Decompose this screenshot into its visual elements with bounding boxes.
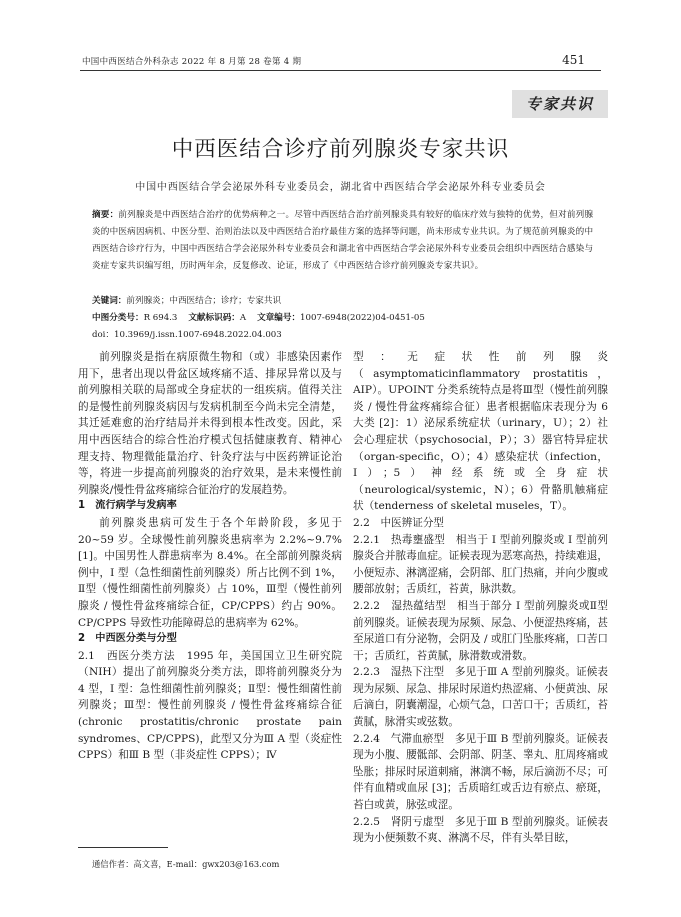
left-column xyxy=(78,349,342,764)
page-number: 451 xyxy=(562,53,585,67)
upoint-paragraph: 型：无症状性前列腺炎（asymptomaticinflammatory prostatitis，AIP）。UPOINT 分类系统特点是将Ⅲ型（慢性前列腺炎 / 慢性骨盆疼痛综合征）患者根据临床表现分为 6 大类 [2]：1）泌尿系统症状（urinary，U）；2）社会心理症状（psychosocial，P）；3）器官特异症状（organ-specific，O）；4）感染症状（infection，I）；5）神经系统或全身症状（neurological/systemic，N）；6）骨骼肌触痛症状（tenderness of skeletal museles，T）。 xyxy=(353,351,608,513)
tcm-type-2-2-2: 2.2.2 湿热蕴结型 相当于部分 I 型前列腺炎或Ⅱ型前列腺炎。证候表现为尿频、尿急、小便涩热疼痛，甚至尿道口有分泌物，会阴及 / 或肛门坠胀疼痛，口苦口干；舌质红，苔黄腻，脉滑数或滑数。 xyxy=(353,599,608,662)
article-number-value: 1007-6948(2022)04-0451-05 xyxy=(300,313,425,323)
abstract-label: 摘要： xyxy=(92,210,119,220)
doc-code-label: 文献标识码： xyxy=(188,313,240,323)
article-title: 中西医结合诊疗前列腺炎专家共识 xyxy=(171,137,510,162)
section-heading-1: 1 流行病学与发病率 xyxy=(78,500,177,512)
article-number-label: 文章编号： xyxy=(257,313,301,323)
clc-label: 中图分类号： xyxy=(92,313,144,323)
section-badge: 专家共识 xyxy=(512,90,608,118)
classification-line xyxy=(92,311,425,323)
tcm-type-2-2-5: 2.2.5 肾阴亏虚型 多见于Ⅲ B 型前列腺炎。证候表现为小便频数不爽、淋漓不尽，伴有头晕目眩， xyxy=(353,815,608,845)
right-column xyxy=(353,349,608,847)
keywords-label: 关键词： xyxy=(92,296,127,306)
doc-code-value: A xyxy=(239,313,247,323)
classification-paragraph xyxy=(78,648,342,764)
abstract-text: 前列腺炎是中西医结合治疗的优势病种之一。尽管中西医结合治疗前列腺炎具有较好的临床疗效与独特的优势，但对前列腺炎的中医病因病机、中医分型、治则治法以及中西医结合治疗最佳方案的选择等问题，尚未形成专业共识。为了规范前列腺炎的中西医结合诊疗行为，中国中西医结合学会泌尿外科专业委员会和湖北省中西医结合学会泌尿外科专业委员会组织中西医结合感染与炎症专家共识编写组，历时两年余，反复修改、论证，形成了《中西医结合诊疗前列腺炎专家共识》。 xyxy=(92,210,594,271)
footnote-rule xyxy=(78,847,168,848)
intro-paragraph: 前列腺炎是指在病原微生物和（或）非感染因素作用下，患者出现以骨盆区域疼痛不适、排尿异常以及与前列腺相关联的局部或全身症状的一组疾病。值得关注的是慢性前列腺炎病因与发病机制至今尚未完全清楚，其迁延难愈的治疗结局并未得到根本性改变。因此，采用中西医结合的综合性治疗模式包括健康教育、精神心理支持、物理微能量治疗、针灸疗法与中医药辨证论治等，将进一步提高前列腺炎的治疗效果，是未来慢性前列腺炎/慢性骨盆疼痛综合征治疗的发展趋势。 xyxy=(78,351,342,496)
abstract xyxy=(92,207,602,275)
epidemiology-paragraph: 前列腺炎患病可发生于各个年龄阶段，多见于 20~59 岁。全球慢性前列腺炎患病率为 2.2%~9.7%[1]。中国男性人群患病率为 8.4%。在全部前列腺炎病例中，I 型（急性细菌性前列腺炎）所占比例不到 1%，Ⅱ型（慢性细菌性前列腺炎）占 10%，Ⅲ型（慢性前列腺炎 / 慢性骨盆疼痛综合征，CP/CPPS）约占 90%。CP/CPPS 导致性功能障碍总的患病率为 62%。 xyxy=(78,516,342,629)
corresponding-author-footnote: 通信作者：高文喜，E-mail：gwx203@163.com xyxy=(92,859,280,869)
keywords xyxy=(92,294,281,306)
subsection-heading-2-1: 2.1 西医分类方法 xyxy=(78,649,176,662)
nih-paragraph: 1995 年，美国国立卫生研究院（NIH）提出了前列腺炎分类方法，即将前列腺炎分为 4 型，I 型：急性细菌性前列腺炎；Ⅱ型：慢性细菌性前列腺炎；Ⅲ型：慢性前列腺炎 / 慢性骨盆疼痛综合征 (chronic prostatitis/chronic prostate pain syndromes、CP/CPPS)，此型又分为Ⅲ A 型（炎症性 CPPS）和Ⅲ B 型（非炎症性 CPPS）；Ⅳ xyxy=(78,649,342,762)
tcm-type-2-2-1: 2.2.1 热毒壅盛型 相当于 I 型前列腺炎或 I 型前列腺炎合并脓毒血症。证候表现为恶寒高热，持续难退，小便短赤、淋漓涩痛，会阴部、肛门热痛，并向少腹或腰部放射；舌质红，苔黄，脉洪数。 xyxy=(353,533,608,596)
keywords-text: 前列腺炎；中西医结合；诊疗；专家共识 xyxy=(126,296,282,306)
clc-value: R 694.3 xyxy=(143,313,178,323)
subsection-heading-2-2: 2.2 中医辨证分型 xyxy=(353,516,445,529)
journal-info: 中国中西医结合外科杂志 2022 年 8 月第 28 卷第 4 期 xyxy=(82,57,302,67)
doi-line: doi：10.3969/j.issn.1007-6948.2022.04.003 xyxy=(92,330,282,340)
author-line: 中国中西医结合学会泌尿外科专业委员会，湖北省中西医结合学会泌尿外科专业委员会 xyxy=(135,182,546,193)
section-heading-2: 2 中西医分类与分型 xyxy=(78,633,177,645)
running-header xyxy=(0,0,681,70)
header-rule xyxy=(80,70,601,71)
tcm-type-2-2-3: 2.2.3 湿热下注型 多见于Ⅲ A 型前列腺炎。证候表现为尿频、尿急、排尿时尿道灼热涩痛、小便黄浊、尿后滴白，阴囊潮湿，心烦气急，口苦口干；舌质红，苔黄腻，脉滑实或弦数。 xyxy=(353,666,608,729)
tcm-type-2-2-4: 2.2.4 气滞血瘀型 多见于Ⅲ B 型前列腺炎。证候表现为小腹、腰骶部、会阴部、阴茎、睾丸、肛周疼痛或坠胀；排尿时尿道刺痛，淋漓不畅，尿后滴沥不尽；可伴有血精或血尿 [3]；舌质暗红或舌边有瘀点、瘀斑，苔白或黄，脉弦或涩。 xyxy=(353,732,608,812)
